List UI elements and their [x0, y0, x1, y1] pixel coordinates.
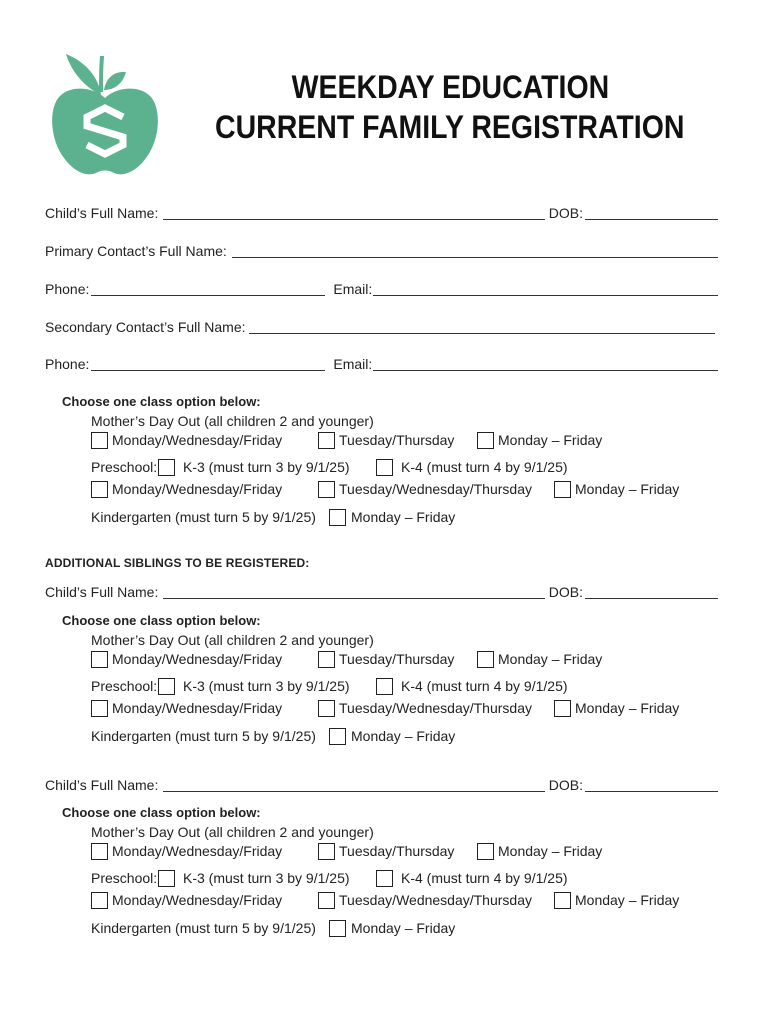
preschool-option-mf[interactable]	[554, 698, 679, 718]
option-label: Tuesday/Thursday	[339, 651, 455, 667]
kindergarten-option-mf[interactable]	[329, 918, 455, 938]
option-label: Monday/Wednesday/Friday	[112, 651, 283, 667]
checkbox[interactable]	[376, 459, 393, 476]
preschool-option-mwf[interactable]	[91, 890, 282, 910]
primary-phone-email-row	[45, 279, 718, 299]
preschool-option-mf[interactable]	[554, 479, 679, 499]
title-line-1	[150, 67, 750, 107]
option-label: Tuesday/Thursday	[339, 432, 455, 448]
checkbox[interactable]	[91, 432, 108, 449]
preschool-label: Preschool:	[91, 678, 158, 694]
checkbox[interactable]	[554, 700, 571, 717]
checkbox[interactable]	[376, 870, 393, 887]
preschool-option-mwf[interactable]	[91, 698, 282, 718]
checkbox[interactable]	[318, 432, 335, 449]
siblings-heading: ADDITIONAL SIBLINGS TO BE REGISTERED:	[45, 556, 310, 570]
option-label: Tuesday/Wednesday/Thursday	[339, 892, 532, 908]
checkbox[interactable]	[91, 892, 108, 909]
choose-class-heading: Choose one class option below:	[62, 805, 261, 820]
checkbox[interactable]	[477, 432, 494, 449]
dob-label: DOB:	[548, 777, 583, 793]
option-label: Monday – Friday	[498, 843, 603, 859]
phone-label: Phone:	[45, 356, 90, 372]
sibling-child-name-row	[45, 582, 718, 602]
dob-label: DOB:	[548, 205, 583, 221]
checkbox[interactable]	[554, 481, 571, 498]
mdo-option-mf[interactable]	[477, 430, 602, 450]
preschool-option-mwf[interactable]	[91, 479, 282, 499]
sibling-1-dob-field[interactable]	[585, 598, 718, 599]
mdo-option-tth[interactable]	[318, 649, 454, 669]
mdo-option-mwf[interactable]	[91, 430, 282, 450]
option-label: Monday – Friday	[351, 509, 456, 525]
kindergarten-option-mf[interactable]	[329, 726, 455, 746]
preschool-label: Preschool:	[91, 459, 158, 475]
title-line-1-text: WEEKDAY EDUCATION	[291, 69, 609, 105]
child-name-label: Child’s Full Name:	[45, 584, 159, 600]
mothers-day-out-label: Mother’s Day Out (all children 2 and younger)	[91, 413, 374, 429]
secondary-contact-row	[45, 317, 718, 337]
apple-stem	[99, 56, 104, 92]
email-label: Email:	[333, 281, 373, 297]
phone-label: Phone:	[45, 281, 90, 297]
secondary-phone-field[interactable]	[91, 370, 325, 371]
checkbox[interactable]	[477, 651, 494, 668]
option-label: Monday/Wednesday/Friday	[112, 481, 283, 497]
dob-field[interactable]	[585, 219, 718, 220]
child-name-label: Child’s Full Name:	[45, 777, 159, 793]
preschool-option-twth[interactable]	[318, 479, 532, 499]
primary-contact-field[interactable]	[232, 257, 718, 258]
choose-class-heading: Choose one class option below:	[62, 613, 261, 628]
option-label: Monday – Friday	[351, 920, 456, 936]
mdo-option-mwf[interactable]	[91, 841, 282, 861]
checkbox[interactable]	[91, 481, 108, 498]
sibling-2-dob-field[interactable]	[585, 791, 718, 792]
option-label: Tuesday/Thursday	[339, 843, 455, 859]
option-label: Monday/Wednesday/Friday	[112, 892, 283, 908]
option-label: Monday – Friday	[575, 892, 680, 908]
mdo-option-tth[interactable]	[318, 841, 454, 861]
checkbox[interactable]	[329, 920, 346, 937]
preschool-option-k3[interactable]	[158, 868, 350, 888]
sibling-1-name-field[interactable]	[163, 598, 544, 599]
email-label: Email:	[333, 356, 373, 372]
apple-leaf	[104, 72, 126, 90]
option-label: Monday – Friday	[351, 728, 456, 744]
kindergarten-label: Kindergarten (must turn 5 by 9/1/25)	[91, 509, 316, 525]
secondary-contact-label: Secondary Contact’s Full Name:	[45, 319, 246, 335]
option-label: Monday – Friday	[575, 700, 680, 716]
kindergarten-option-mf[interactable]	[329, 507, 455, 527]
option-label: K-3 (must turn 3 by 9/1/25)	[183, 870, 350, 886]
mothers-day-out-label: Mother’s Day Out (all children 2 and younger)	[91, 824, 374, 840]
preschool-option-k4[interactable]	[376, 457, 568, 477]
option-label: Tuesday/Wednesday/Thursday	[339, 700, 532, 716]
dob-label: DOB:	[548, 584, 583, 600]
option-label: K-4 (must turn 4 by 9/1/25)	[401, 459, 568, 475]
checkbox[interactable]	[376, 678, 393, 695]
checkbox[interactable]	[91, 700, 108, 717]
class-options-section	[0, 392, 770, 528]
checkbox[interactable]	[554, 892, 571, 909]
mdo-option-tth[interactable]	[318, 430, 454, 450]
option-label: Monday/Wednesday/Friday	[112, 432, 283, 448]
option-label: Monday – Friday	[498, 432, 603, 448]
title-line-2	[150, 107, 750, 147]
option-label: Monday/Wednesday/Friday	[112, 843, 283, 859]
checkbox[interactable]	[318, 481, 335, 498]
kindergarten-label: Kindergarten (must turn 5 by 9/1/25)	[91, 920, 316, 936]
checkbox[interactable]	[318, 892, 335, 909]
option-label: K-4 (must turn 4 by 9/1/25)	[401, 678, 568, 694]
preschool-option-k4[interactable]	[376, 676, 568, 696]
secondary-contact-field[interactable]	[249, 333, 716, 334]
kindergarten-label: Kindergarten (must turn 5 by 9/1/25)	[91, 728, 316, 744]
sibling-child-name-row	[45, 775, 718, 795]
checkbox[interactable]	[318, 700, 335, 717]
child-name-row	[45, 203, 718, 223]
checkbox[interactable]	[158, 459, 175, 476]
checkbox[interactable]	[158, 678, 175, 695]
checkbox[interactable]	[329, 509, 346, 526]
mdo-option-mf[interactable]	[477, 841, 602, 861]
preschool-option-twth[interactable]	[318, 698, 532, 718]
checkbox[interactable]	[318, 651, 335, 668]
checkbox[interactable]	[329, 728, 346, 745]
checkbox[interactable]	[91, 651, 108, 668]
sibling-2-name-field[interactable]	[163, 791, 544, 792]
mdo-option-mf[interactable]	[477, 649, 602, 669]
child-name-field[interactable]	[163, 219, 544, 220]
apple-logo-icon	[48, 48, 164, 180]
preschool-option-k4[interactable]	[376, 868, 568, 888]
mdo-option-mwf[interactable]	[91, 649, 282, 669]
preschool-option-k3[interactable]	[158, 676, 350, 696]
checkbox[interactable]	[158, 870, 175, 887]
option-label: Tuesday/Wednesday/Thursday	[339, 481, 532, 497]
secondary-email-field[interactable]	[373, 370, 718, 371]
option-label: Monday/Wednesday/Friday	[112, 700, 283, 716]
option-label: K-3 (must turn 3 by 9/1/25)	[183, 678, 350, 694]
class-options-section	[0, 803, 770, 939]
preschool-option-twth[interactable]	[318, 890, 532, 910]
checkbox[interactable]	[318, 843, 335, 860]
primary-email-field[interactable]	[373, 295, 718, 296]
option-label: Monday – Friday	[498, 651, 603, 667]
preschool-option-mf[interactable]	[554, 890, 679, 910]
title-line-2-text: CURRENT FAMILY REGISTRATION	[215, 109, 685, 145]
primary-contact-row	[45, 241, 718, 261]
checkbox[interactable]	[477, 843, 494, 860]
preschool-option-k3[interactable]	[158, 457, 350, 477]
primary-contact-label: Primary Contact’s Full Name:	[45, 243, 227, 259]
child-name-label: Child’s Full Name:	[45, 205, 159, 221]
mothers-day-out-label: Mother’s Day Out (all children 2 and younger)	[91, 632, 374, 648]
option-label: K-3 (must turn 3 by 9/1/25)	[183, 459, 350, 475]
secondary-phone-email-row	[45, 354, 718, 374]
option-label: K-4 (must turn 4 by 9/1/25)	[401, 870, 568, 886]
class-options-section	[0, 611, 770, 747]
option-label: Monday – Friday	[575, 481, 680, 497]
checkbox[interactable]	[91, 843, 108, 860]
preschool-label: Preschool:	[91, 870, 158, 886]
choose-class-heading: Choose one class option below:	[62, 394, 261, 409]
primary-phone-field[interactable]	[91, 295, 325, 296]
